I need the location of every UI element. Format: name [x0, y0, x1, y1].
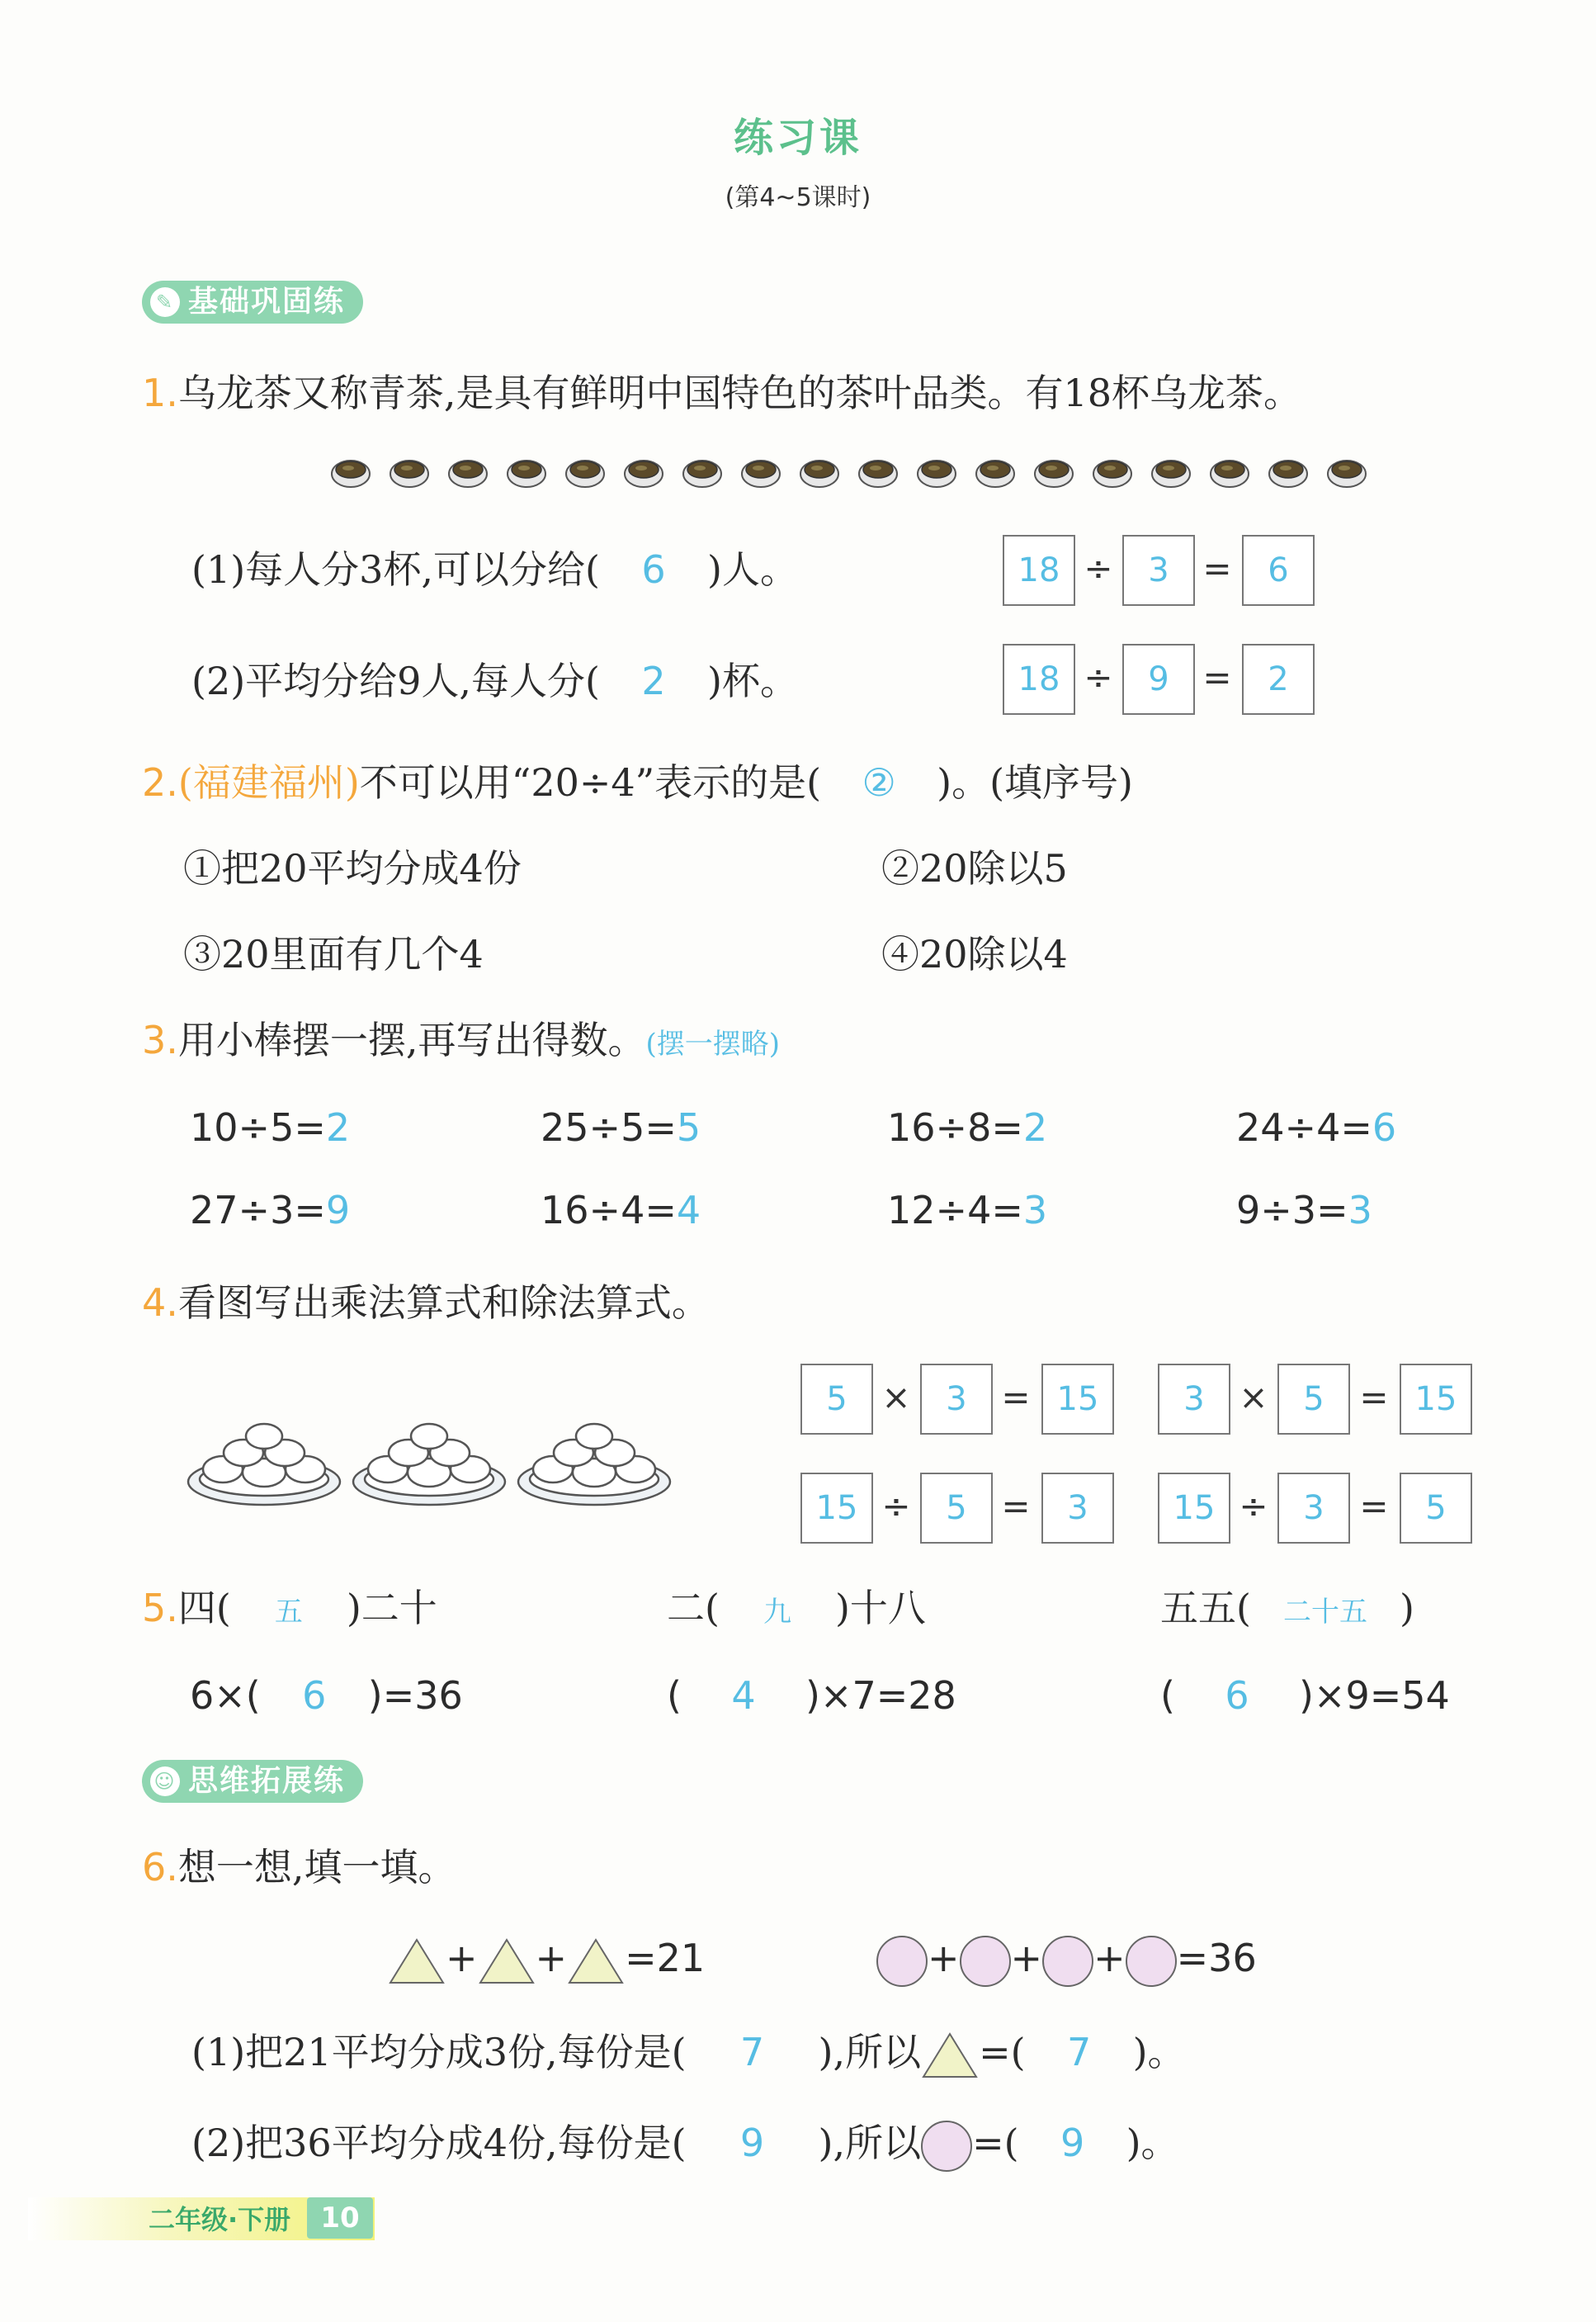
footer-grade: 二年级·下册 — [149, 2204, 291, 2235]
expr: 12÷4= — [887, 1188, 1023, 1232]
buns-plates-illustration — [186, 1403, 681, 1511]
circle-icon — [1042, 1936, 1093, 1987]
tea-cup-icon — [506, 454, 547, 489]
tea-cup-icon — [857, 454, 899, 489]
answer: 2 — [1022, 1105, 1048, 1150]
circle-icon — [1126, 1936, 1177, 1987]
plus-sign: + — [1093, 1936, 1126, 1980]
text: 二( — [667, 1586, 720, 1630]
eq-box: 3 — [920, 1364, 993, 1435]
expr: 10÷5= — [190, 1105, 326, 1150]
answer: 3 — [1022, 1188, 1048, 1232]
tea-cup-icon — [1092, 454, 1133, 489]
page-title: 练习课 — [733, 115, 862, 161]
eq-operator: × — [881, 1377, 911, 1417]
answer: 6 — [1225, 1673, 1249, 1718]
text: 6×( — [190, 1673, 261, 1718]
eq-operator: ÷ — [881, 1486, 911, 1526]
graduation-cap-icon: ☺ — [150, 1766, 180, 1796]
text: =( — [979, 2030, 1026, 2074]
question-3 — [142, 1015, 780, 1069]
question-text: )。(填序号) — [937, 760, 1133, 805]
eq-operator: ÷ — [1084, 657, 1113, 698]
tea-cup-icon — [564, 454, 606, 489]
eq-operator: = — [1202, 548, 1232, 589]
eq-box: 15 — [800, 1473, 873, 1544]
triangle-icon — [921, 2031, 979, 2079]
expr: 24÷4= — [1236, 1105, 1372, 1150]
tea-cup-icon — [447, 454, 489, 489]
q3-item — [541, 1185, 701, 1235]
q6-part1 — [191, 2027, 1186, 2079]
tea-cups-row — [330, 454, 1386, 495]
answer: 二十五 — [1282, 1596, 1367, 1629]
answer: 9 — [739, 2121, 765, 2165]
question-number: 2. — [142, 760, 178, 805]
eq-box: 9 — [1122, 644, 1195, 715]
answer: 3 — [1348, 1188, 1372, 1232]
q2-option: ③20里面有几个4 — [183, 932, 484, 977]
answer: 6 — [641, 547, 666, 592]
result: =36 — [1176, 1936, 1257, 1980]
tea-cup-icon — [1209, 454, 1250, 489]
q6-part2 — [191, 2118, 1179, 2172]
triangle-icon — [478, 1937, 536, 1985]
answer: 4 — [676, 1188, 701, 1232]
question-text: 乌龙茶又称青茶,是具有鲜明中国特色的茶叶品类。有18杯乌龙茶。 — [177, 371, 1302, 415]
expr: 27÷3= — [190, 1188, 326, 1232]
question-2 — [142, 758, 1133, 807]
answer-note: (摆一摆略) — [645, 1028, 781, 1061]
eq-box: 5 — [920, 1473, 993, 1544]
page-subtitle: (第4~5课时) — [725, 183, 871, 212]
text: )杯。 — [707, 659, 798, 703]
answer: 9 — [325, 1188, 351, 1232]
tea-cup-icon — [740, 454, 781, 489]
triangle-icon — [567, 1937, 625, 1985]
eq-box: 3 — [1277, 1473, 1350, 1544]
pencil-icon: ✎ — [150, 287, 180, 317]
question-5 — [142, 1583, 437, 1637]
eq-box: 3 — [1158, 1364, 1230, 1435]
text: =( — [972, 2121, 1019, 2165]
question-number: 1. — [142, 371, 178, 415]
text: ( — [667, 1673, 682, 1718]
tea-cup-icon — [799, 454, 840, 489]
eq-operator: = — [1001, 1486, 1031, 1526]
section-badge-basic — [142, 281, 363, 324]
text: )=36 — [367, 1673, 463, 1718]
circle-icon — [876, 1936, 928, 1987]
text: ( — [1160, 1673, 1175, 1718]
answer: 7 — [1066, 2030, 1092, 2074]
answer: ② — [862, 760, 896, 805]
eq-box: 2 — [1242, 644, 1315, 715]
expr: 9÷3= — [1236, 1188, 1348, 1232]
eq-box: 6 — [1242, 535, 1315, 606]
tea-cup-icon — [623, 454, 664, 489]
eq-box: 5 — [1400, 1473, 1472, 1544]
eq-box: 3 — [1041, 1473, 1114, 1544]
text: )人。 — [707, 547, 798, 592]
question-text: 用小棒摆一摆,再写出得数。 — [177, 1018, 646, 1062]
eq-box: 18 — [1003, 644, 1075, 715]
section-badge-extend — [142, 1760, 363, 1803]
eq-box: 5 — [1277, 1364, 1350, 1435]
eq-box: 3 — [1122, 535, 1195, 606]
eq-box: 5 — [800, 1364, 873, 1435]
q5-item — [1160, 1671, 1450, 1720]
text: )十八 — [834, 1586, 926, 1630]
q3-item — [190, 1185, 350, 1235]
answer: 6 — [1372, 1105, 1397, 1150]
triangle-icon — [388, 1937, 446, 1985]
eq-operator: = — [1359, 1486, 1389, 1526]
text: )。 — [1126, 2121, 1179, 2165]
tea-cup-icon — [682, 454, 723, 489]
text: )二十 — [346, 1586, 437, 1630]
source-tag: (福建福州) — [177, 760, 360, 805]
eq-box: 18 — [1003, 535, 1075, 606]
expr: 16÷4= — [541, 1188, 677, 1232]
text: (2)平均分给9人,每人分( — [191, 659, 600, 703]
section-label: 思维拓展练 — [188, 1764, 346, 1798]
tea-cup-icon — [975, 454, 1016, 489]
q3-item — [1236, 1185, 1372, 1235]
tea-cup-icon — [330, 454, 371, 489]
q2-option: ④20除以4 — [881, 932, 1068, 977]
tea-cup-icon — [1326, 454, 1367, 489]
eq-operator: ÷ — [1239, 1486, 1268, 1526]
text: (2)把36平均分成4份,每份是( — [191, 2121, 687, 2165]
tea-cup-icon — [1033, 454, 1074, 489]
text: (1)每人分3杯,可以分给( — [191, 547, 600, 592]
q5-item — [190, 1671, 463, 1720]
q3-item — [541, 1103, 701, 1152]
q1-part1 — [191, 545, 798, 594]
question-1 — [142, 368, 1301, 418]
answer: 5 — [676, 1105, 701, 1150]
plus-sign: + — [928, 1936, 960, 1980]
q3-item — [887, 1103, 1047, 1152]
plus-sign: + — [535, 1936, 568, 1980]
text: )×9=54 — [1298, 1673, 1450, 1718]
plus-sign: + — [446, 1936, 478, 1980]
answer: 6 — [302, 1673, 327, 1718]
triangle-equation — [388, 1933, 705, 1985]
eq-box: 15 — [1041, 1364, 1114, 1435]
plus-sign: + — [1010, 1936, 1043, 1980]
q5-item — [667, 1583, 926, 1637]
expr: 25÷5= — [541, 1105, 677, 1150]
question-number: 4. — [142, 1280, 178, 1325]
text: )。 — [1132, 2030, 1186, 2074]
answer: 9 — [1060, 2121, 1085, 2165]
text: ),所以 — [818, 2030, 922, 2074]
question-number: 6. — [142, 1845, 178, 1889]
question-number: 3. — [142, 1018, 178, 1062]
q1-part2 — [191, 656, 798, 706]
tea-cup-icon — [389, 454, 430, 489]
text: (1)把21平均分成3份,每份是( — [191, 2030, 687, 2074]
eq-operator: = — [1359, 1377, 1389, 1417]
text: )×7=28 — [805, 1673, 956, 1718]
text: 五五( — [1160, 1586, 1251, 1630]
text: ) — [1399, 1586, 1414, 1630]
question-text: 想一想,填一填。 — [177, 1845, 456, 1889]
question-text: 看图写出乘法算式和除法算式。 — [177, 1280, 710, 1325]
result: =21 — [625, 1936, 706, 1980]
q5-item — [667, 1671, 956, 1720]
text: 四( — [177, 1586, 231, 1630]
eq-operator: = — [1202, 657, 1232, 698]
q2-option: ②20除以5 — [881, 846, 1068, 891]
page-number: 10 — [307, 2197, 373, 2239]
answer: 2 — [641, 659, 666, 703]
answer: 五 — [274, 1596, 303, 1629]
q3-item — [190, 1103, 350, 1152]
eq-operator: × — [1239, 1377, 1268, 1417]
eq-operator: ÷ — [1084, 548, 1113, 589]
eq-box: 15 — [1400, 1364, 1472, 1435]
eq-operator: = — [1001, 1377, 1031, 1417]
text: ),所以 — [818, 2121, 922, 2165]
circle-icon — [960, 1936, 1011, 1987]
tea-cup-icon — [1150, 454, 1192, 489]
expr: 16÷8= — [887, 1105, 1023, 1150]
answer: 7 — [739, 2030, 765, 2074]
question-4 — [142, 1278, 710, 1327]
answer: 4 — [731, 1673, 756, 1718]
answer: 2 — [325, 1105, 351, 1150]
question-6 — [142, 1842, 456, 1892]
circle-icon — [921, 2121, 972, 2172]
q2-option: ①把20平均分成4份 — [183, 846, 522, 891]
question-text: 不可以用“20÷4”表示的是( — [359, 760, 822, 805]
tea-cup-icon — [1268, 454, 1309, 489]
q3-item — [1236, 1103, 1396, 1152]
q5-item — [1160, 1583, 1414, 1637]
q3-item — [887, 1185, 1047, 1235]
eq-box: 15 — [1158, 1473, 1230, 1544]
answer: 九 — [763, 1596, 791, 1629]
tea-cup-icon — [916, 454, 957, 489]
circle-equation — [876, 1933, 1257, 1987]
question-number: 5. — [142, 1586, 178, 1630]
section-label: 基础巩固练 — [188, 285, 346, 319]
